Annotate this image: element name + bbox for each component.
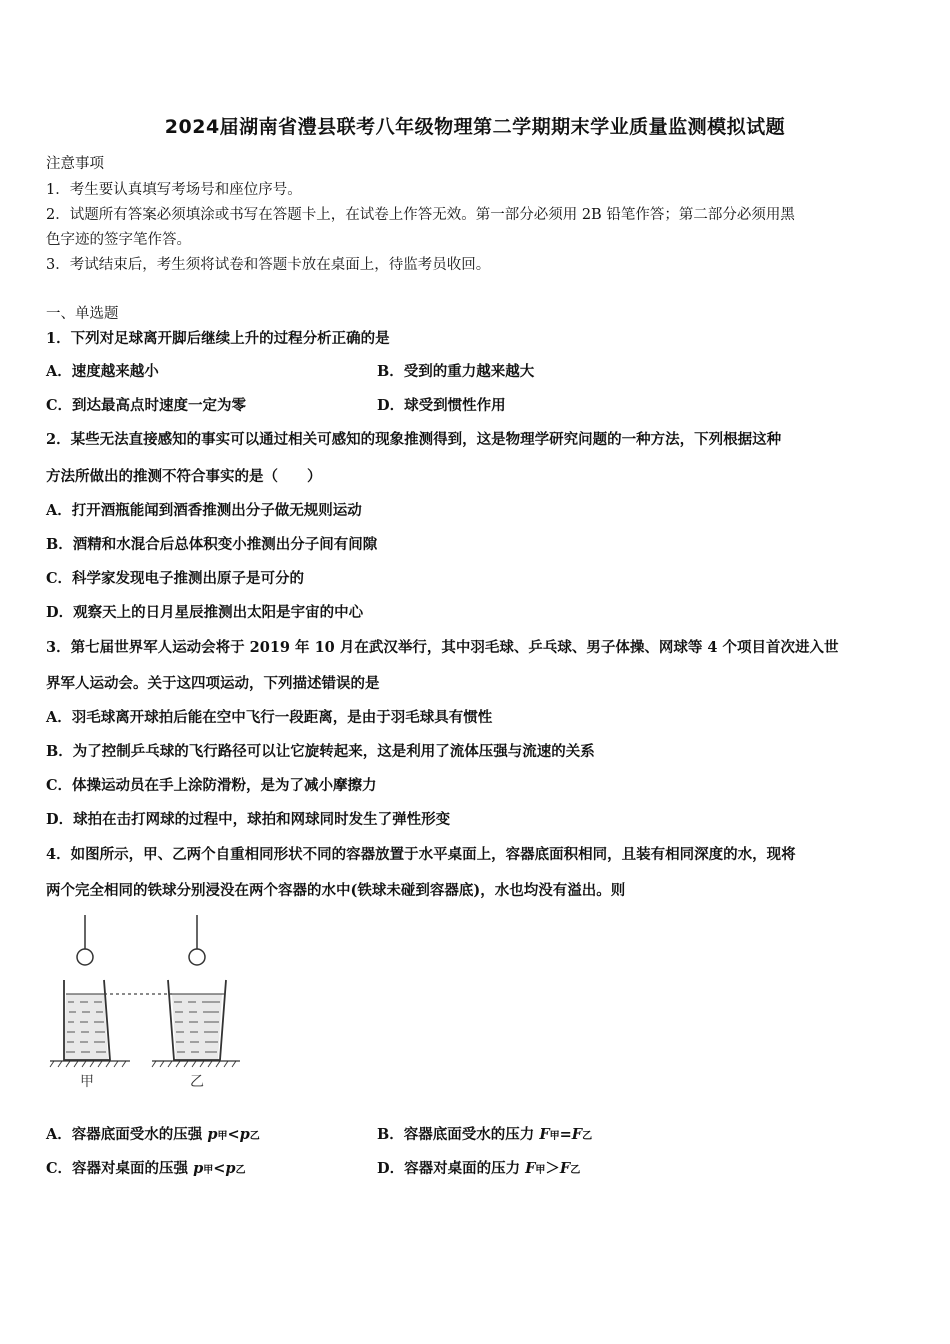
iron-ball-left — [77, 949, 93, 965]
subscript-yi: 乙 — [570, 1165, 581, 1176]
table-surface — [50, 1061, 240, 1067]
q3-option-c: C．体操运动员在手上涂防滑粉，是为了减小摩擦力 — [46, 777, 377, 794]
page-title: 2024届湖南省澧县联考八年级物理第二学期期末学业质量监测模拟试题 — [164, 116, 786, 138]
subscript-jia: 甲 — [549, 1131, 560, 1142]
q4-option-d — [377, 1157, 580, 1178]
operator: < — [213, 1160, 226, 1177]
var-f: F — [571, 1126, 583, 1143]
q4-option-c-text: C．容器对桌面的压强 — [46, 1160, 194, 1177]
notice-item: 3．考试结束后，考生须将试卷和答题卡放在桌面上，待监考员收回。 — [46, 257, 491, 273]
notice-item: 色字迹的签字笔作答。 — [46, 232, 191, 248]
operator: = — [559, 1126, 572, 1143]
question-3-stem: 3．第七届世界军人运动会将于 2019 年 10 月在武汉举行，其中羽毛球、乒乓球、男子体操、网球等 4 个项目首次进入世 — [46, 639, 839, 656]
q4-option-a-text: A．容器底面受水的压强 — [46, 1126, 208, 1143]
subscript-yi: 乙 — [249, 1131, 260, 1142]
q1-option-b: B．受到的重力越来越大 — [377, 363, 535, 380]
subscript-jia: 甲 — [217, 1131, 228, 1142]
subscript-yi: 乙 — [235, 1165, 246, 1176]
container-figure — [44, 912, 244, 1092]
section-heading: 一、单选题 — [46, 306, 119, 322]
question-3-stem-cont: 界军人运动会。关于这四项运动，下列描述错误的是 — [46, 675, 380, 692]
q4-option-c — [46, 1157, 246, 1178]
q2-option-d: D．观察天上的日月星辰推测出太阳是宇宙的中心 — [46, 604, 364, 621]
q4-option-d-text: D．容器对桌面的压力 — [377, 1160, 526, 1177]
q3-option-b: B．为了控制乒乓球的飞行路径可以让它旋转起来，这是利用了流体压强与流速的关系 — [46, 743, 595, 760]
subscript-jia: 甲 — [203, 1165, 214, 1176]
subscript-yi: 乙 — [582, 1131, 593, 1142]
var-p: p — [193, 1160, 204, 1177]
subscript-jia: 甲 — [535, 1165, 546, 1176]
iron-ball-right — [189, 949, 205, 965]
notice-heading: 注意事项 — [46, 156, 104, 172]
q1-option-d: D．球受到惯性作用 — [377, 397, 506, 414]
figure-label-yi: 乙 — [190, 1074, 204, 1090]
q1-option-a: A．速度越来越小 — [46, 363, 159, 380]
figure-label-jia: 甲 — [80, 1074, 94, 1090]
var-f: F — [559, 1160, 571, 1177]
notice-item: 2．试题所有答案必须填涂或书写在答题卡上，在试卷上作答无效。第一部分必须用 2B 铅笔作答；第二部分必须用黑 — [46, 207, 795, 223]
q2-option-b: B．酒精和水混合后总体积变小推测出分子间有间隙 — [46, 536, 378, 553]
q4-option-b-text: B．容器底面受水的压力 — [377, 1126, 540, 1143]
q1-option-c: C．到达最高点时速度一定为零 — [46, 397, 247, 414]
var-f: F — [525, 1160, 536, 1177]
q3-option-d: D．球拍在击打网球的过程中，球拍和网球同时发生了弹性形变 — [46, 811, 451, 828]
question-1-stem: 1．下列对足球离开脚后继续上升的过程分析正确的是 — [46, 330, 390, 347]
q3-option-a: A．羽毛球离开球拍后能在空中飞行一段距离，是由于羽毛球具有惯性 — [46, 709, 493, 726]
question-4-stem: 4．如图所示，甲、乙两个自重相同形状不同的容器放置于水平桌面上，容器底面积相同，且装有相同深度的水，现将 — [46, 846, 796, 863]
question-2-stem-cont: 方法所做出的推测不符合事实的是（ ） — [46, 468, 322, 485]
container-yi — [168, 980, 226, 1060]
q2-option-a: A．打开酒瓶能闻到酒香推测出分子做无规则运动 — [46, 502, 362, 519]
var-p: p — [207, 1126, 218, 1143]
var-p: p — [225, 1160, 236, 1177]
notice-item: 1．考生要认真填写考场号和座位序号。 — [46, 182, 302, 198]
q4-option-a — [46, 1123, 260, 1144]
q4-option-b — [377, 1123, 592, 1144]
var-p: p — [239, 1126, 250, 1143]
container-jia — [64, 980, 110, 1060]
var-f: F — [539, 1126, 550, 1143]
operator: ＞ — [545, 1160, 560, 1177]
question-4-stem-cont: 两个完全相同的铁球分别浸没在两个容器的水中(铁球未碰到容器底)，水也均没有溢出。则 — [46, 882, 626, 899]
question-2-stem: 2．某些无法直接感知的事实可以通过相关可感知的现象推测得到，这是物理学研究问题的一种方法，下列根据这种 — [46, 431, 782, 448]
q2-option-c: C．科学家发现电子推测出原子是可分的 — [46, 570, 305, 587]
operator: < — [227, 1126, 240, 1143]
